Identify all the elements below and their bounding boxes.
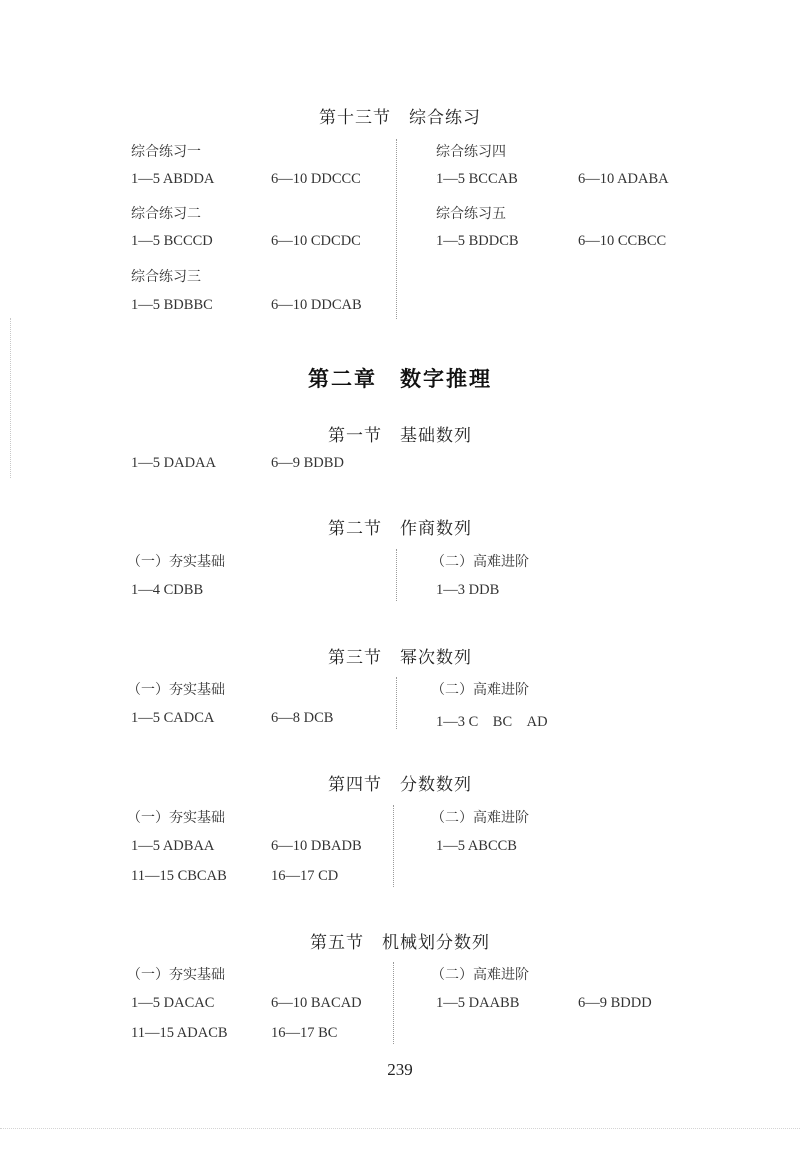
s3-advanced-label: （二）高难进阶 xyxy=(431,682,529,698)
s4-basic-answers-c: 11—15 CBCAB xyxy=(131,868,227,884)
s13-practice-5-answers-a: 1—5 BDDCB xyxy=(436,233,519,249)
s5-basic-answers-d: 16—17 BC xyxy=(271,1025,338,1041)
s4-basic-answers-d: 16—17 CD xyxy=(271,868,339,884)
s13-practice-4-answers-a: 1—5 BCCAB xyxy=(436,171,518,187)
s5-advanced-answers-a: 1—5 DAABB xyxy=(436,995,520,1011)
s5-basic-label: （一）夯实基础 xyxy=(127,967,225,983)
column-divider xyxy=(396,139,397,319)
s2-advanced-label: （二）高难进阶 xyxy=(431,554,529,570)
s2-advanced-answers-a: 1—3 DDB xyxy=(436,582,500,598)
s2-basic-answers-a: 1—4 CDBB xyxy=(131,582,204,598)
section-5-title: 第五节 机械划分数列 xyxy=(310,933,490,953)
margin-dots xyxy=(10,318,11,478)
s4-basic-label: （一）夯实基础 xyxy=(127,810,225,826)
s5-advanced-label: （二）高难进阶 xyxy=(431,967,529,983)
s13-practice-3-answers-a: 1—5 BDBBC xyxy=(131,297,213,313)
s13-practice-5-label: 综合练习五 xyxy=(436,206,506,222)
section-13-title: 第十三节 综合练习 xyxy=(319,108,481,128)
s13-practice-2-label: 综合练习二 xyxy=(131,206,201,222)
s3-basic-answers-a: 1—5 CADCA xyxy=(131,710,215,726)
s4-advanced-answers-a: 1—5 ABCCB xyxy=(436,838,517,854)
scan-noise xyxy=(0,1128,800,1129)
s2-basic-label: （一）夯实基础 xyxy=(127,554,225,570)
s13-practice-3-label: 综合练习三 xyxy=(131,269,201,285)
s3-advanced-answers-a: 1—3 C BC AD xyxy=(436,714,548,730)
page-number: 239 xyxy=(387,1060,413,1079)
s3-basic-answers-b: 6—8 DCB xyxy=(271,710,334,726)
s13-practice-4-label: 综合练习四 xyxy=(436,144,506,160)
s13-practice-1-answers-a: 1—5 ABDDA xyxy=(131,171,215,187)
chapter-title: 第二章 数字推理 xyxy=(308,367,492,391)
column-divider xyxy=(396,677,397,729)
section-3-title: 第三节 幂次数列 xyxy=(328,648,472,668)
s13-practice-4-answers-b: 6—10 ADABA xyxy=(578,171,669,187)
column-divider xyxy=(393,805,394,887)
s4-basic-answers-a: 1—5 ADBAA xyxy=(131,838,215,854)
s3-basic-label: （一）夯实基础 xyxy=(127,682,225,698)
column-divider xyxy=(393,962,394,1044)
s13-practice-1-label: 综合练习一 xyxy=(131,144,201,160)
section-4-title: 第四节 分数数列 xyxy=(328,775,472,795)
s5-basic-answers-b: 6—10 BACAD xyxy=(271,995,362,1011)
s13-practice-5-answers-b: 6—10 CCBCC xyxy=(578,233,667,249)
s5-basic-answers-a: 1—5 DACAC xyxy=(131,995,215,1011)
s13-practice-3-answers-b: 6—10 DDCAB xyxy=(271,297,362,313)
s4-advanced-label: （二）高难进阶 xyxy=(431,810,529,826)
s1-answers-b: 6—9 BDBD xyxy=(271,455,344,471)
column-divider xyxy=(396,549,397,601)
s13-practice-1-answers-b: 6—10 DDCCC xyxy=(271,171,361,187)
s5-advanced-answers-b: 6—9 BDDD xyxy=(578,995,652,1011)
section-2-title: 第二节 作商数列 xyxy=(328,519,472,539)
s1-answers-a: 1—5 DADAA xyxy=(131,455,216,471)
s4-basic-answers-b: 6—10 DBADB xyxy=(271,838,362,854)
s5-basic-answers-c: 11—15 ADACB xyxy=(131,1025,228,1041)
section-1-title: 第一节 基础数列 xyxy=(328,426,472,446)
s13-practice-2-answers-b: 6—10 CDCDC xyxy=(271,233,361,249)
s13-practice-2-answers-a: 1—5 BCCCD xyxy=(131,233,213,249)
